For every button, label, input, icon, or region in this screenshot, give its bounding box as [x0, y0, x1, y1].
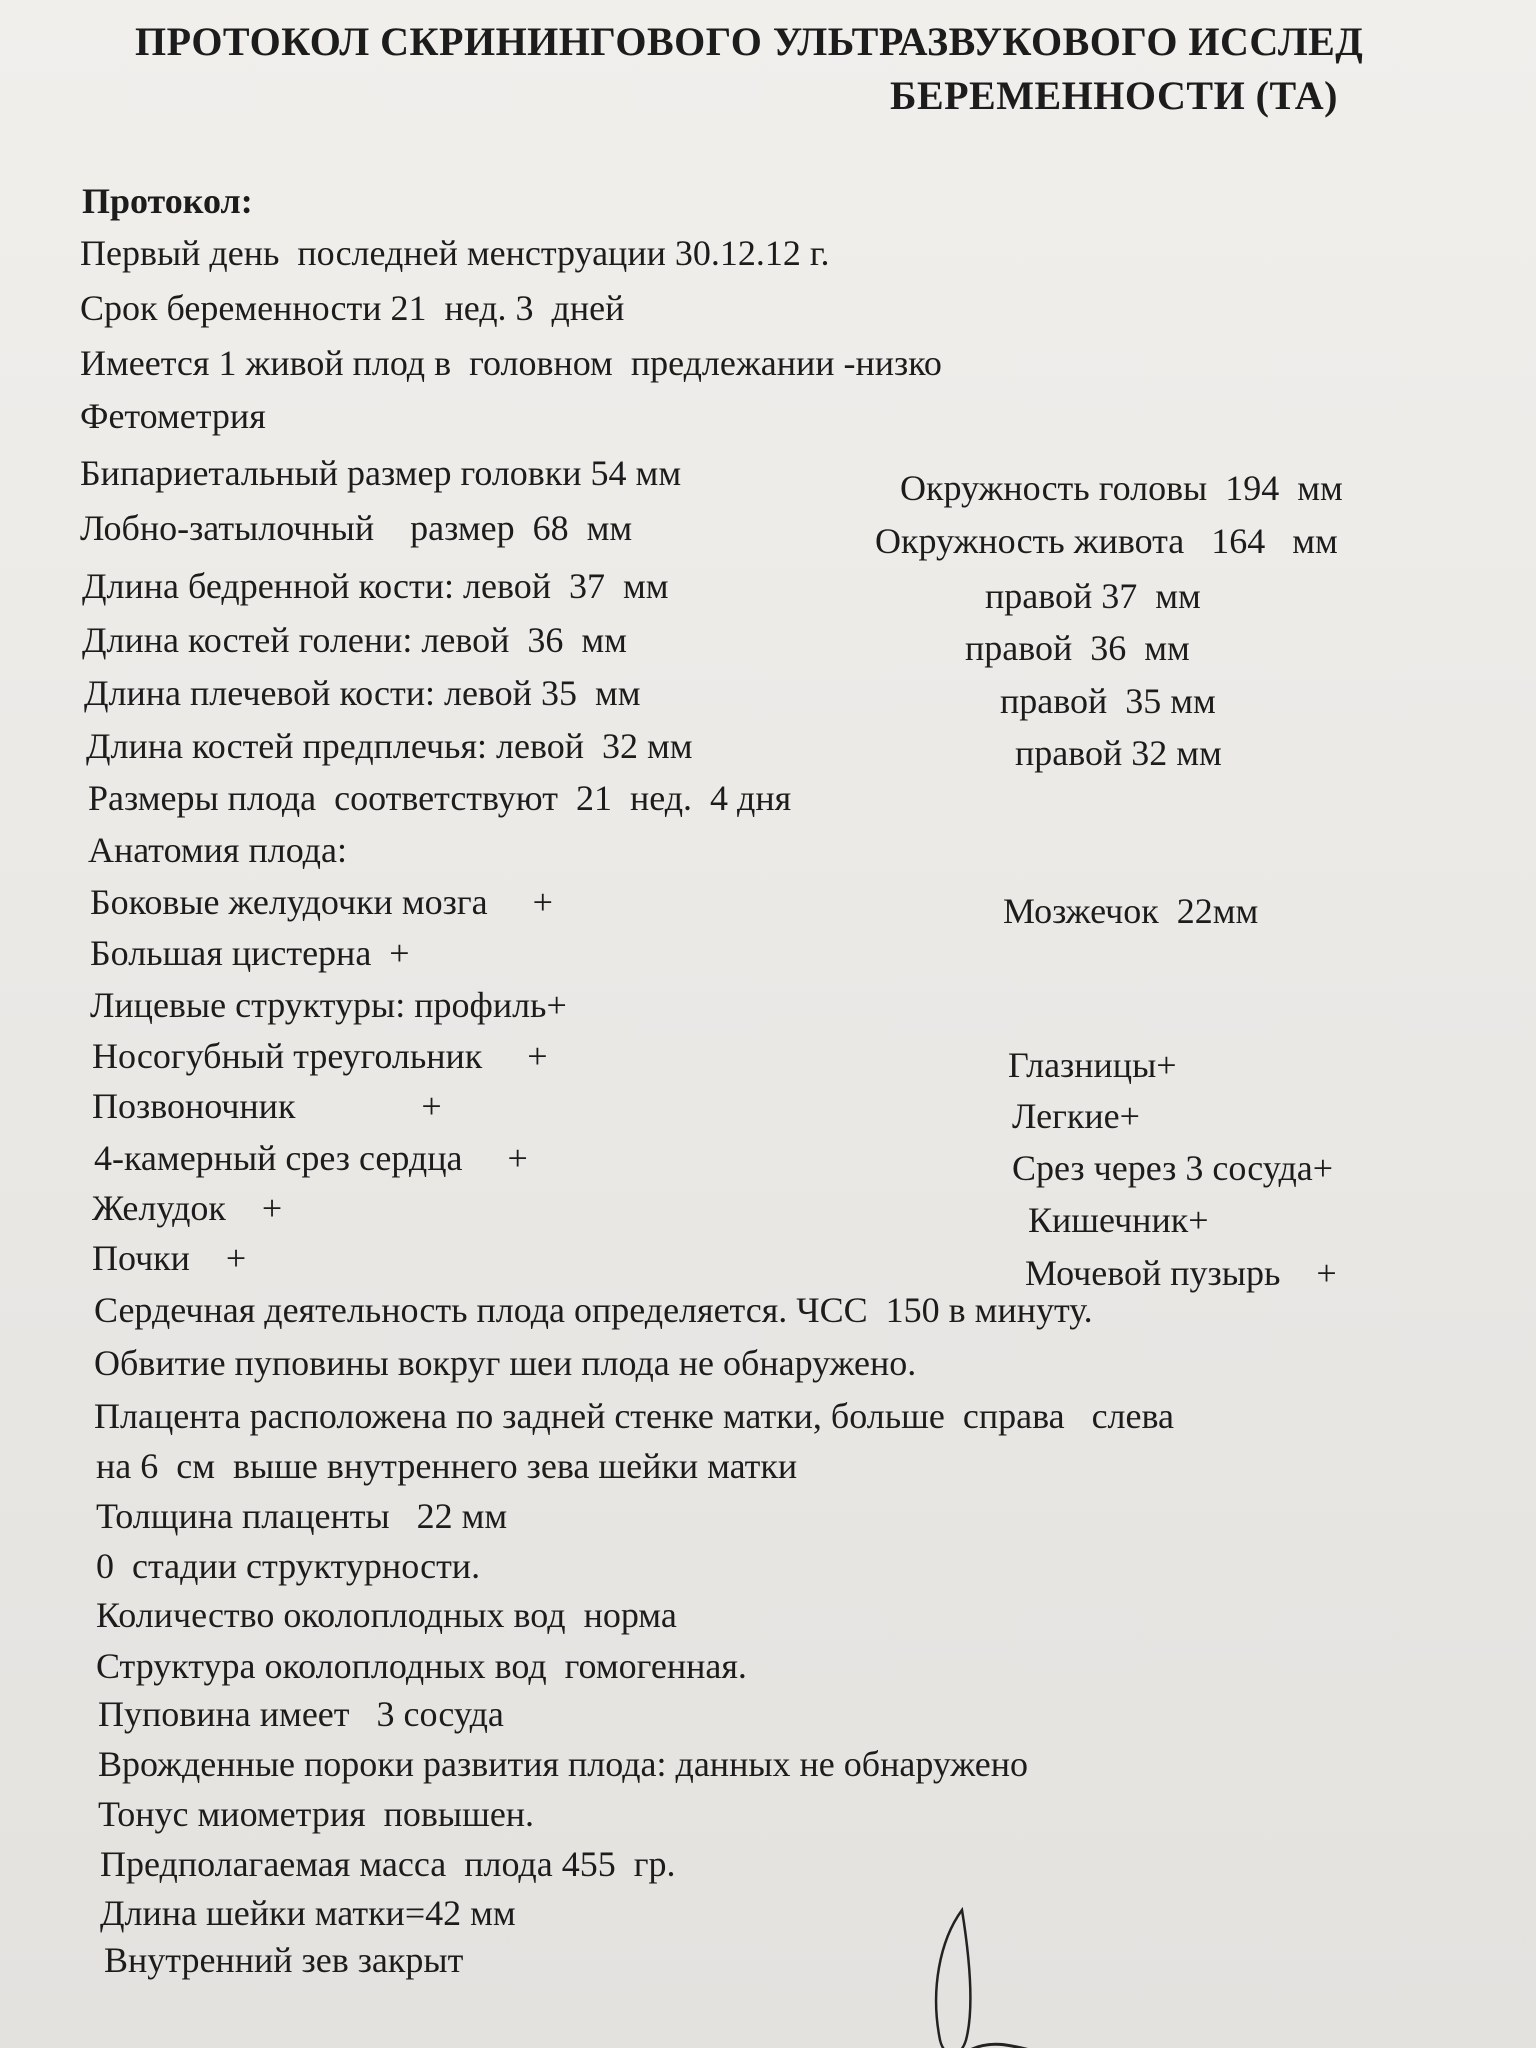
finding-estimated-weight: Предполагаемая масса плода 455 гр.: [100, 1844, 676, 1884]
fetometry-right-humerus: правой 35 мм: [1000, 681, 1216, 721]
fetometry-left-ofd: Лобно-затылочный размер 68 мм: [80, 508, 633, 548]
anatomy-left-face-profile: Лицевые структуры: профиль+: [90, 985, 567, 1025]
finding-placenta-location: Плацента расположена по задней стенке матки, больше справа слева: [94, 1396, 1174, 1436]
signature-scribble: [900, 1900, 1040, 2048]
anatomy-right-intestine: Кишечник+: [1028, 1200, 1209, 1240]
finding-fluid-structure: Структура околоплодных вод гомогенная.: [96, 1646, 747, 1686]
fetometry-left-bpd: Бипариетальный размер головки 54 мм: [80, 453, 682, 493]
document-title-line-1: ПРОТОКОЛ СКРИНИНГОВОГО УЛЬТРАЗВУКОВОГО ИССЛЕД: [135, 19, 1364, 64]
fetometry-left-forearm: Длина костей предплечья: левой 32 мм: [86, 726, 693, 766]
finding-placenta-thickness: Толщина плаценты 22 мм: [96, 1496, 508, 1536]
fetometry-heading: Фетометрия: [80, 396, 266, 436]
anatomy-heading: Анатомия плода:: [88, 830, 347, 870]
anatomy-right-cerebellum: Мозжечок 22мм: [1003, 891, 1259, 931]
anatomy-right-bladder: Мочевой пузырь +: [1025, 1253, 1337, 1293]
finding-cervix-length: Длина шейки матки=42 мм: [100, 1893, 516, 1933]
fetometry-right-femur: правой 37 мм: [985, 576, 1201, 616]
finding-malformations: Врожденные пороки развития плода: данных не обнаружено: [98, 1744, 1029, 1784]
gestation-line: Срок беременности 21 нед. 3 дней: [80, 288, 625, 328]
finding-internal-os: Внутренний зев закрыт: [104, 1940, 464, 1980]
anatomy-left-kidneys: Почки +: [92, 1238, 247, 1278]
finding-fluid-amount: Количество околоплодных вод норма: [96, 1595, 677, 1635]
fetometry-right-forearm: правой 32 мм: [1015, 733, 1222, 773]
fetometry-left-humerus: Длина плечевой кости: левой 35 мм: [84, 673, 641, 713]
anatomy-left-cisterna: Большая цистерна +: [90, 933, 410, 973]
finding-placenta-height: на 6 см выше внутреннего зева шейки матки: [96, 1446, 798, 1486]
fetometry-left-tibia: Длина костей голени: левой 36 мм: [82, 620, 627, 660]
finding-myometrium-tone: Тонус миометрия повышен.: [98, 1794, 535, 1834]
lmp-line: Первый день последней менструации 30.12.12 г.: [80, 233, 830, 273]
anatomy-right-lungs: Легкие+: [1012, 1096, 1140, 1136]
anatomy-right-orbits: Глазницы+: [1008, 1045, 1177, 1085]
fetometry-left-femur: Длина бедренной кости: левой 37 мм: [82, 566, 669, 606]
protocol-heading: Протокол:: [82, 181, 253, 221]
finding-cord-entanglement: Обвитие пуповины вокруг шеи плода не обнаружено.: [94, 1343, 917, 1383]
anatomy-left-stomach: Желудок +: [92, 1188, 283, 1228]
anatomy-left-heart: 4-камерный срез сердца +: [94, 1138, 528, 1178]
document-title-line-2: БЕРЕМЕННОСТИ (ТА): [890, 73, 1338, 118]
fetometry-right-hc: Окружность головы 194 мм: [900, 468, 1343, 508]
anatomy-left-nasolabial: Носогубный треугольник +: [92, 1036, 548, 1076]
finding-umbilical-vessels: Пуповина имеет 3 сосуда: [98, 1694, 504, 1734]
fetometry-right-tibia: правой 36 мм: [965, 628, 1190, 668]
finding-maturity-stage: 0 стадии структурности.: [96, 1546, 481, 1586]
finding-heart-rate: Сердечная деятельность плода определяется. ЧСС 150 в минуту.: [94, 1290, 1093, 1330]
anatomy-left-ventricles: Боковые желудочки мозга +: [90, 882, 553, 922]
anatomy-right-3-vessels: Срез через 3 сосуда+: [1012, 1148, 1334, 1188]
fetus-presentation-line: Имеется 1 живой плод в головном предлежании -низко: [80, 343, 942, 383]
anatomy-left-spine: Позвоночник +: [92, 1086, 442, 1126]
fetometry-right-ac: Окружность живота 164 мм: [875, 521, 1338, 561]
size-match-line: Размеры плода соответствуют 21 нед. 4 дня: [88, 778, 792, 818]
